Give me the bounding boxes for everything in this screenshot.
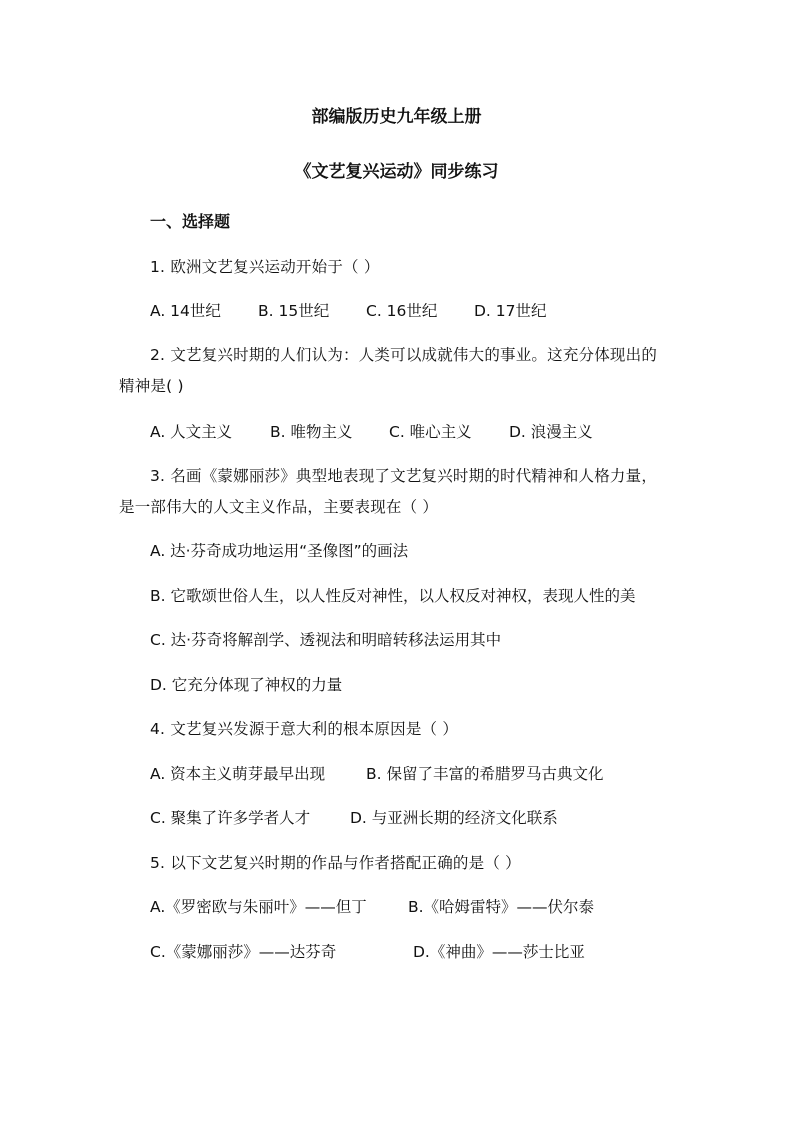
question-1-option-a: A. 14世纪 [150,302,221,320]
document-subtitle: 《文艺复兴运动》同步练习 [294,162,499,182]
section-heading: 一、选择题 [150,212,231,231]
question-3-option-c: C. 达·芬奇将解剖学、透视法和明暗转移法运用其中 [150,631,502,649]
question-5-option-d: D.《神曲》——莎士比亚 [413,943,585,961]
question-3-stem-line-2: 是一部伟大的人文主义作品，主要表现在（ ） [119,498,439,516]
question-2-stem-line-1: 2. 文艺复兴时期的人们认为：人类可以成就伟大的事业。这充分体现出的 [150,346,658,364]
question-1-option-d: D. 17世纪 [474,302,547,320]
question-4-option-a: A. 资本主义萌芽最早出现 [150,765,326,783]
document-title: 部编版历史九年级上册 [311,107,482,127]
question-1-option-b: B. 15世纪 [258,302,330,320]
question-5-option-c: C.《蒙娜丽莎》——达芬奇 [150,943,337,961]
question-2-stem-line-2: 精神是( ) [119,377,184,395]
question-1-stem: 1. 欧洲文艺复兴运动开始于（ ） [150,258,380,276]
question-4-option-d: D. 与亚洲长期的经济文化联系 [350,809,558,827]
question-5-stem: 5. 以下文艺复兴时期的作品与作者搭配正确的是（ ） [150,854,521,872]
question-2-option-d: D. 浪漫主义 [509,423,593,441]
question-3-option-d: D. 它充分体现了神权的力量 [150,676,343,694]
question-5-option-a: A.《罗密欧与朱丽叶》——但丁 [150,898,367,916]
question-4-option-c: C. 聚集了许多学者人才 [150,809,311,827]
question-3-option-b: B. 它歌颂世俗人生，以人性反对神性，以人权反对神权，表现人性的美 [150,587,636,605]
question-5-option-b: B.《哈姆雷特》——伏尔泰 [408,898,595,916]
question-3-stem-line-1: 3. 名画《蒙娜丽莎》典型地表现了文艺复兴时期的时代精神和人格力量， [150,467,658,485]
question-3-option-a: A. 达·芬奇成功地运用“圣像图”的画法 [150,542,409,560]
question-1-option-c: C. 16世纪 [366,302,438,320]
question-4-option-b: B. 保留了丰富的希腊罗马古典文化 [366,765,604,783]
question-2-option-a: A. 人文主义 [150,423,233,441]
question-2-option-c: C. 唯心主义 [389,423,472,441]
question-2-option-b: B. 唯物主义 [270,423,353,441]
question-4-stem: 4. 文艺复兴发源于意大利的根本原因是（ ） [150,720,459,738]
